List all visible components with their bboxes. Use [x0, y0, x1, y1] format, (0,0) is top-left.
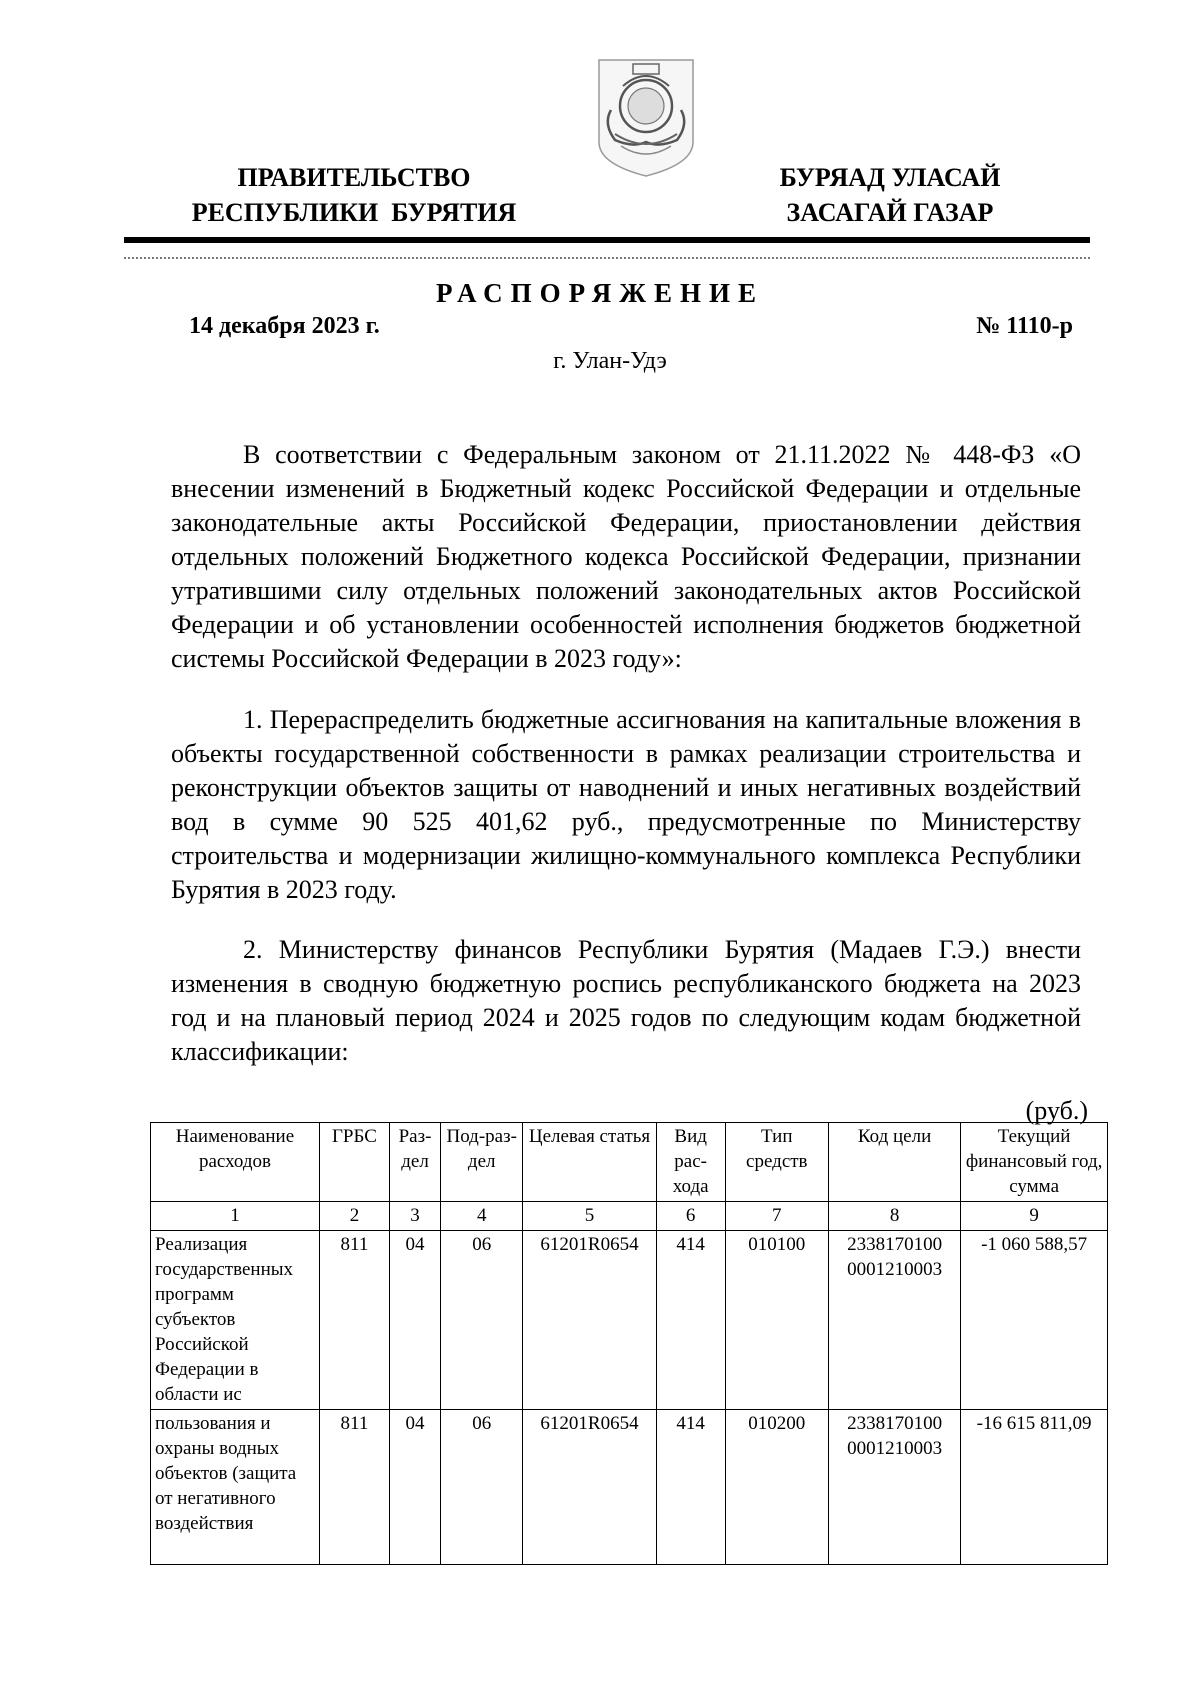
org-left-line-2: РЕСПУБЛИКИ БУРЯТИЯ [191, 198, 517, 227]
column-number-row [151, 1202, 1108, 1231]
cell-section: 04 [389, 1410, 440, 1565]
header-divider-thin [124, 257, 1090, 259]
document-number: № 1110-р [976, 313, 1073, 339]
column-number: 9 [961, 1202, 1108, 1231]
col-header-name: Наименование расходов [151, 1123, 320, 1202]
col-header-subsection: Под-раз-дел [441, 1123, 523, 1202]
cell-subsection: 06 [441, 1231, 523, 1410]
item-2-paragraph: 2. Министерству финансов Республики Бурятия (Мадаев Г.Э.) внести изменения в сводную бюджетную роспись республиканского бюджета на 2023 год и на плановый период 2024 и 2025 годов по следующим кодам бюджетной классификации: [171, 935, 1081, 1066]
table-row [151, 1410, 1108, 1565]
col-header-goal-code: Код цели [828, 1123, 960, 1202]
cell-exp-type: 414 [656, 1410, 725, 1565]
col-header-grbs: ГРБС [319, 1123, 389, 1202]
budget-table [150, 1122, 1108, 1565]
column-number: 5 [523, 1202, 656, 1231]
document-city: г. Улан-Удэ [553, 348, 667, 374]
cell-funds-type: 010100 [725, 1231, 828, 1410]
table-header-row [151, 1123, 1108, 1202]
cell-section: 04 [389, 1231, 440, 1410]
cell-exp-type: 414 [656, 1231, 725, 1410]
org-right-line-2: ЗАСАГАЙ ГАЗАР [786, 198, 994, 227]
col-header-exp-type: Вид рас-хода [656, 1123, 725, 1202]
cell-funds-type: 010200 [725, 1410, 828, 1565]
item-1-paragraph: 1. Перераспределить бюджетные ассигнования на капитальные вложения в объекты государственной собственности в рамках реализации строительства и реконструкции объектов защиты от наводнений и иных негативных воздействий вод в сумме 90 525 401,62 руб., предусмотренные по Министерству строительства и модернизации жилищно-коммунального комплекса Республики Бурятия в 2023 году. [171, 705, 1081, 904]
org-right-line-1: БУРЯАД УЛАСАЙ [779, 163, 1001, 192]
col-header-funds-type: Тип средств [725, 1123, 828, 1202]
column-number: 8 [828, 1202, 960, 1231]
header-divider-thick [124, 237, 1090, 243]
cell-subsection: 06 [441, 1410, 523, 1565]
column-number: 3 [389, 1202, 440, 1231]
cell-grbs: 811 [319, 1410, 389, 1565]
cell-name: Реализация государственных программ субъектов Российской Федерации в области ис [151, 1231, 320, 1410]
org-left-line-1: ПРАВИТЕЛЬСТВО [237, 163, 471, 192]
government-name-russian [164, 160, 544, 230]
column-number: 2 [319, 1202, 389, 1231]
government-name-buryat [740, 160, 1040, 230]
column-number: 4 [441, 1202, 523, 1231]
cell-target: 61201R0654 [523, 1410, 656, 1565]
col-header-section: Раз-дел [389, 1123, 440, 1202]
cell-grbs: 811 [319, 1231, 389, 1410]
cell-target: 61201R0654 [523, 1231, 656, 1410]
col-header-target: Целевая статья [523, 1123, 656, 1202]
table-row [151, 1231, 1108, 1410]
coat-of-arms-icon [593, 54, 699, 180]
intro-paragraph: В соответствии с Федеральным законом от 21.11.2022 № 448-ФЗ «О внесении изменений в Бюджетный кодекс Российской Федерации и отдельные законодательные акты Российской Федерации, приостановлении действия отдельных положений Бюджетного кодекса Российской Федерации, признании утратившими силу отдельных положений законодательных актов Российской Федерации и об установлении особенностей исполнения бюджетов бюджетной системы Российской Федерации в 2023 году»: [171, 440, 1081, 673]
cell-sum: -1 060 588,57 [961, 1231, 1108, 1410]
cell-goal-code: 2338170100 0001210003 [828, 1231, 960, 1410]
column-number: 6 [656, 1202, 725, 1231]
column-number: 1 [151, 1202, 320, 1231]
column-number: 7 [725, 1202, 828, 1231]
cell-goal-code: 2338170100 0001210003 [828, 1410, 960, 1565]
table-unit-label: (руб.) [1025, 1096, 1088, 1125]
cell-name: пользования и охраны водных объектов (защита от негативного воздействия [151, 1410, 320, 1565]
document-date: 14 декабря 2023 г. [189, 313, 380, 339]
col-header-current-sum: Текущий финансовый год, сумма [961, 1123, 1108, 1202]
cell-sum: -16 615 811,09 [961, 1410, 1108, 1565]
document-type-title: РАСПОРЯЖЕНИЕ [435, 278, 765, 308]
